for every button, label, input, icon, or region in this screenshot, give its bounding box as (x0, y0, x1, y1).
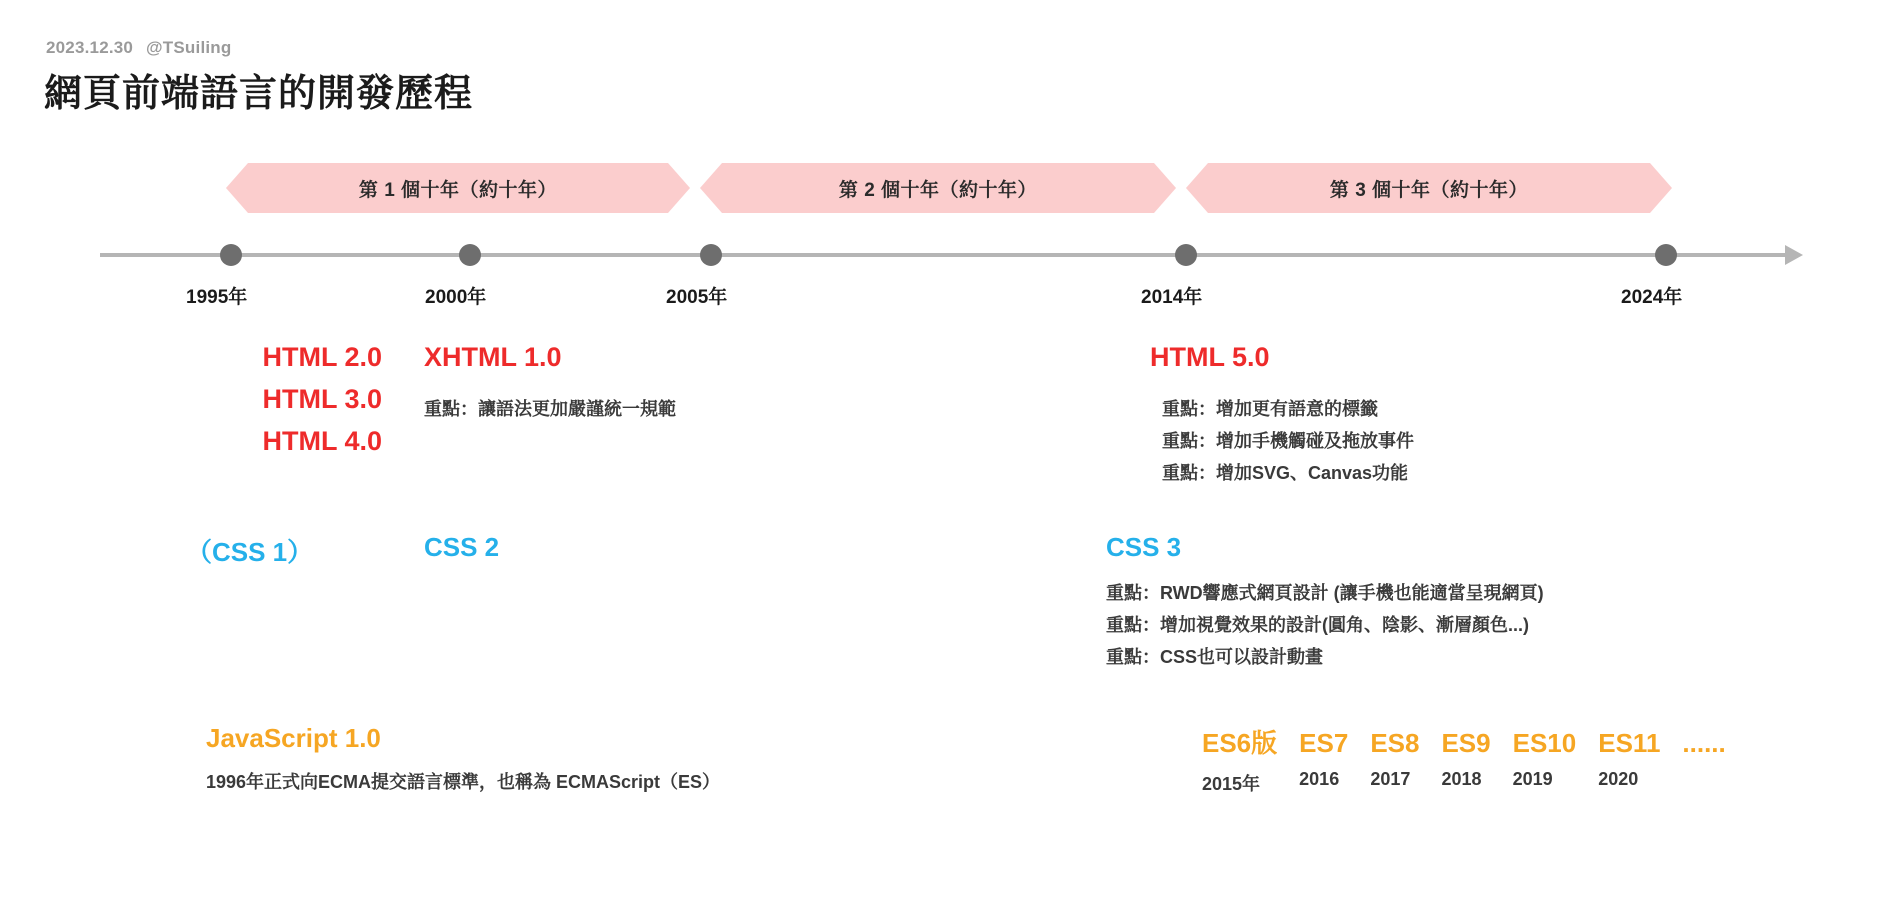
es-versions-labels (1202, 723, 1748, 796)
decade-bar-2 (722, 163, 1154, 213)
html-2-0-label: HTML 2.0 (262, 342, 382, 372)
xhtml-1-0-note: 重點：讓語法更加嚴謹統一規範 (424, 398, 676, 419)
es-year-es7: 2016 (1299, 769, 1340, 789)
html-5-0-note-3: 重點：增加SVG、Canvas功能 (1162, 462, 1409, 483)
css-1-group (186, 532, 313, 569)
es-label-more: ...... (1682, 728, 1726, 758)
timeline-dot-2005 (700, 244, 722, 266)
es-version-item-es11 (1598, 728, 1660, 790)
javascript-note: 1996年正式向ECMA提交語言標準，也稱為 ECMAScript（ES） (206, 772, 721, 792)
xhtml-2000-group (424, 337, 676, 425)
es-versions-group (1202, 723, 1748, 796)
decade-bar-1-label: 第 1 個十年（約十年） (358, 179, 558, 201)
timeline-label-2024: 2024年 (1621, 287, 1683, 308)
css-3-group (1106, 532, 1544, 673)
timeline-dot-1995 (220, 244, 242, 266)
es-year-es11: 2020 (1598, 769, 1639, 789)
timeline-dot-2014 (1175, 244, 1197, 266)
page-title: 網頁前端語言的開發歷程 (44, 73, 474, 115)
css-3-label: CSS 3 (1106, 532, 1182, 562)
css-3-note-1: 重點：RWD響應式網頁設計 (讓手機也能適當呈現網頁) (1106, 583, 1544, 603)
timeline-arrow-icon (1785, 245, 1803, 265)
html-4-0-label: HTML 4.0 (262, 425, 382, 456)
javascript-group (206, 723, 720, 798)
timeline-label-2005: 2005年 (666, 287, 728, 308)
es-year-es8: 2017 (1370, 769, 1411, 789)
css-3-note-3: 重點：CSS也可以設計動畫 (1106, 647, 1324, 668)
meta-line (46, 38, 231, 58)
xhtml-1-0-label: XHTML 1.0 (424, 342, 562, 372)
es-version-item-es7 (1299, 728, 1348, 790)
decade-bar-1 (248, 163, 668, 213)
css-3-note-2: 重點：增加視覺效果的設計(圓角、陰影、漸層顏色...) (1106, 615, 1529, 636)
decade-bar-2-label: 第 2 個十年（約十年） (838, 179, 1038, 201)
timeline-dot-2000 (459, 244, 481, 266)
es-version-item-more (1682, 728, 1725, 769)
meta-author: @TSuiling (146, 38, 232, 57)
es-label-es7: ES7 (1299, 728, 1349, 758)
meta-date: 2023.12.30 (46, 38, 134, 57)
css-2-group (424, 532, 499, 563)
decade-bar-3-label: 第 3 個十年（約十年） (1329, 179, 1529, 201)
es-year-es6: 2015年 (1202, 774, 1261, 794)
html5-2014-group (1150, 337, 1414, 489)
html-5-0-label: HTML 5.0 (1150, 342, 1270, 372)
es-version-item-es8 (1370, 728, 1419, 790)
timeline-axis (100, 253, 1787, 257)
es-label-es8: ES8 (1370, 728, 1420, 758)
es-version-item-es6 (1202, 723, 1277, 796)
javascript-1-0-label: JavaScript 1.0 (206, 723, 381, 753)
timeline-label-2014: 2014年 (1141, 287, 1203, 308)
html-1995-group (100, 337, 382, 463)
es-label-es6: ES6版 (1202, 728, 1278, 758)
es-version-item-es10 (1513, 728, 1577, 790)
es-label-es11: ES11 (1598, 728, 1661, 758)
css-2-label: CSS 2 (424, 532, 500, 562)
es-label-es10: ES10 (1512, 728, 1577, 758)
timeline-dot-2024 (1655, 244, 1677, 266)
decade-bar-3 (1208, 163, 1650, 213)
html-5-0-note-1: 重點：增加更有語意的標籤 (1162, 398, 1378, 419)
es-version-item-es9 (1441, 728, 1490, 790)
es-year-es10: 2019 (1512, 769, 1553, 789)
es-label-es9: ES9 (1441, 728, 1491, 758)
html-5-0-note-2: 重點：增加手機觸碰及拖放事件 (1162, 430, 1414, 451)
es-year-es9: 2018 (1441, 769, 1482, 789)
timeline-label-1995: 1995年 (186, 287, 248, 308)
timeline-label-2000: 2000年 (425, 287, 487, 308)
css-1-label: （CSS 1） (186, 537, 314, 567)
html-3-0-label: HTML 3.0 (262, 383, 382, 414)
